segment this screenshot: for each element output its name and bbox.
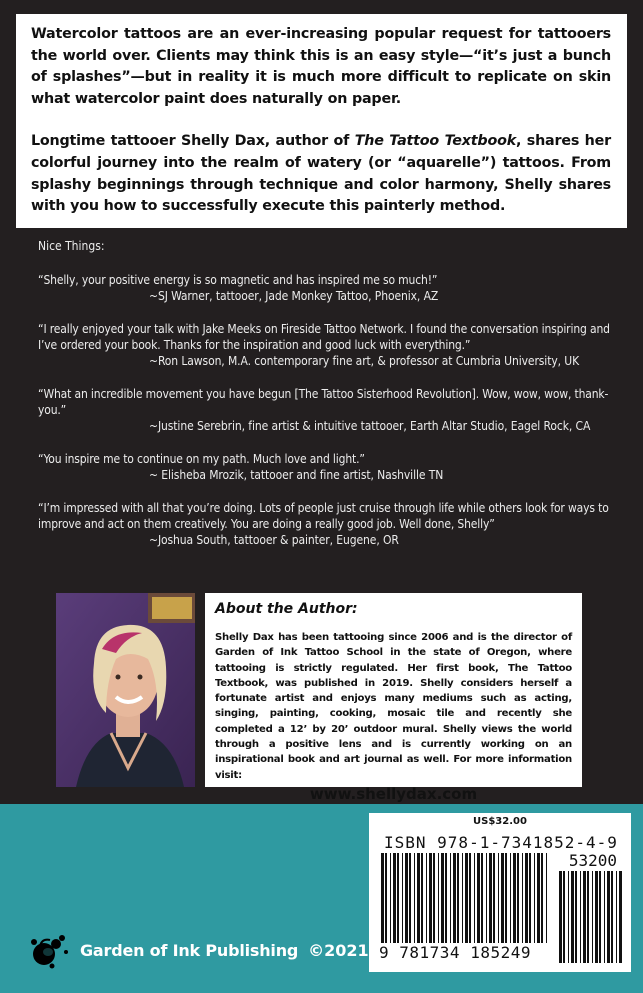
description-paragraph-2 (31, 131, 611, 217)
barcode-bar (469, 853, 471, 943)
barcode-bar (417, 853, 420, 943)
barcode-bar (587, 871, 589, 963)
barcode-bar (405, 853, 408, 943)
about-author-heading: About the Author: (215, 601, 358, 617)
barcode-bar (529, 853, 531, 943)
barcode-bar (421, 853, 423, 943)
barcode-bar (563, 871, 565, 963)
barcode-bar (616, 871, 617, 963)
addon-code: 53200 (568, 851, 617, 870)
praise-quote (38, 272, 618, 304)
description-text: Longtime tattooer Shelly Dax, author of (31, 133, 355, 150)
barcode-bar (450, 853, 451, 943)
barcode-bar (513, 853, 516, 943)
copyright: ©2021 (308, 940, 369, 960)
barcode-bar (619, 871, 622, 963)
barcode-bar (397, 853, 399, 943)
barcode-bar (517, 853, 519, 943)
barcode-bar (474, 853, 475, 943)
book-title-reference: The Tattoo Textbook (354, 133, 517, 150)
quote-attribution: ~Justine Serebrin, fine artist & intuitive tattooer, Earth Altar Studio, Eagel Rock, CA (149, 419, 591, 433)
barcode-bar (595, 871, 598, 963)
barcode-bar (462, 853, 463, 943)
barcode-bar (393, 853, 396, 943)
barcode-bar (546, 853, 547, 943)
barcode-bar (481, 853, 483, 943)
description-paragraph-1: Watercolor tattoos are an ever-increasing popular request for tattooers the world over. Clients may think this is an easy style—“it’s just a bunch of splashes”—but in reality it is much more difficult to replicate on skin what watercolor paint does naturally on paper. (31, 26, 611, 107)
ink-splash-logo-icon (26, 930, 72, 970)
barcode-bar (414, 853, 415, 943)
author-bio: Shelly Dax has been tattooing since 2006 and is the director of Garden of Ink Tattoo School in the state of Oregon, where tattooing is strictly regulated. Her first book, The Tattoo Textbook, was published in 2019. Shelly considers herself a fortunate artist and enjoys many mediums such as acting, singing, painting, cooking, mosaic tile and recently she completed a 12’ by 20’ outdoor mural. Shelly views the world through a positive lens and is currently working on an inspirational book and art journal as well. For more information visit: (215, 632, 572, 781)
book-description (16, 14, 627, 228)
barcode-bar (534, 853, 535, 943)
quote-text: “I really enjoyed your talk with Jake Meeks on Fireside Tattoo Network. I found the conversation inspiring and I’ve ordered your book. Thanks for the inspiration and good luck with everything.” (38, 322, 610, 352)
barcode-bar (607, 871, 610, 963)
praise-quote (38, 386, 618, 434)
barcode-bar (501, 853, 504, 943)
barcode-bar (390, 853, 391, 943)
barcode-bar (583, 871, 586, 963)
isbn-text: ISBN 978-1-7341852-4-9 (384, 833, 618, 852)
praise-quote (38, 500, 618, 548)
barcode-bar (537, 853, 540, 943)
publisher-mark (26, 930, 369, 970)
barcode-bar (525, 853, 528, 943)
barcode-bar (457, 853, 459, 943)
quote-text: “Shelly, your positive energy is so magnetic and has inspired me so much!” (38, 273, 438, 287)
quote-attribution: ~ Elisheba Mrozik, tattooer and fine artist, Nashville TN (149, 468, 444, 482)
quote-text: “What an incredible movement you have begun [The Tattoo Sisterhood Revolution]. Wow, wow, wow, thank-you.” (38, 387, 609, 417)
barcode-bar (559, 871, 562, 963)
about-author (205, 593, 582, 803)
barcode-bar (568, 871, 569, 963)
praise-quote (38, 321, 618, 369)
barcode-bar (599, 871, 601, 963)
barcode-bar (441, 853, 444, 943)
barcode-bar (493, 853, 495, 943)
barcode-bar (592, 871, 593, 963)
author-photo (56, 593, 195, 787)
barcode-bar (541, 853, 543, 943)
barcode-bar (486, 853, 487, 943)
publisher-name: Garden of Ink Publishing (80, 940, 299, 960)
quote-text: “You inspire me to continue on my path. Much love and light.” (38, 452, 365, 466)
quote-attribution: ~Ron Lawson, M.A. contemporary fine art, & professor at Cumbria University, UK (149, 354, 580, 368)
barcode-bar (438, 853, 439, 943)
barcode-bar (505, 853, 507, 943)
barcode-bar (402, 853, 403, 943)
barcode-bar (477, 853, 480, 943)
barcode-bar (453, 853, 456, 943)
barcode-bar (571, 871, 574, 963)
barcode-bar (465, 853, 468, 943)
praise-quote (38, 451, 618, 483)
barcode-bar (409, 853, 411, 943)
barcode-bar (522, 853, 523, 943)
barcode-bar (575, 871, 577, 963)
barcode-bar (445, 853, 447, 943)
barcode-bar (611, 871, 613, 963)
praise-section (38, 238, 618, 565)
quote-text: “I’m impressed with all that you’re doing. Lots of people just cruise through life while others look for ways to improve and act on them creatively. You are doing a really good job. Well done, Shelly” (38, 501, 609, 531)
barcode-bar (510, 853, 511, 943)
barcode-bar (580, 871, 581, 963)
barcode-bar (604, 871, 605, 963)
barcode-bar (429, 853, 432, 943)
isbn-barcode-box (369, 813, 631, 972)
quote-attribution: ~Joshua South, tattooer & painter, Eugene, OR (149, 533, 399, 547)
quote-attribution: ~SJ Warner, tattooer, Jade Monkey Tattoo, Phoenix, AZ (149, 289, 439, 303)
description-text: , shares her colorful journey into the realm of watery (or “aquarelle”) tattoos. From splashy beginnings through technique and color harmony, Shelly shares with you how to successfully execute this painterly method. (31, 133, 611, 215)
barcode-bar (381, 853, 384, 943)
praise-heading: Nice Things: (38, 239, 105, 253)
barcode-bar (433, 853, 435, 943)
barcode-bar (426, 853, 427, 943)
barcode-bar (385, 853, 387, 943)
author-website-link[interactable]: www.shellydax.com (309, 784, 478, 803)
barcode-digits: 9 781734 185249 (379, 943, 531, 962)
price-label: US$32.00 (473, 816, 527, 827)
barcode-bar (498, 853, 499, 943)
barcode-bar (489, 853, 492, 943)
